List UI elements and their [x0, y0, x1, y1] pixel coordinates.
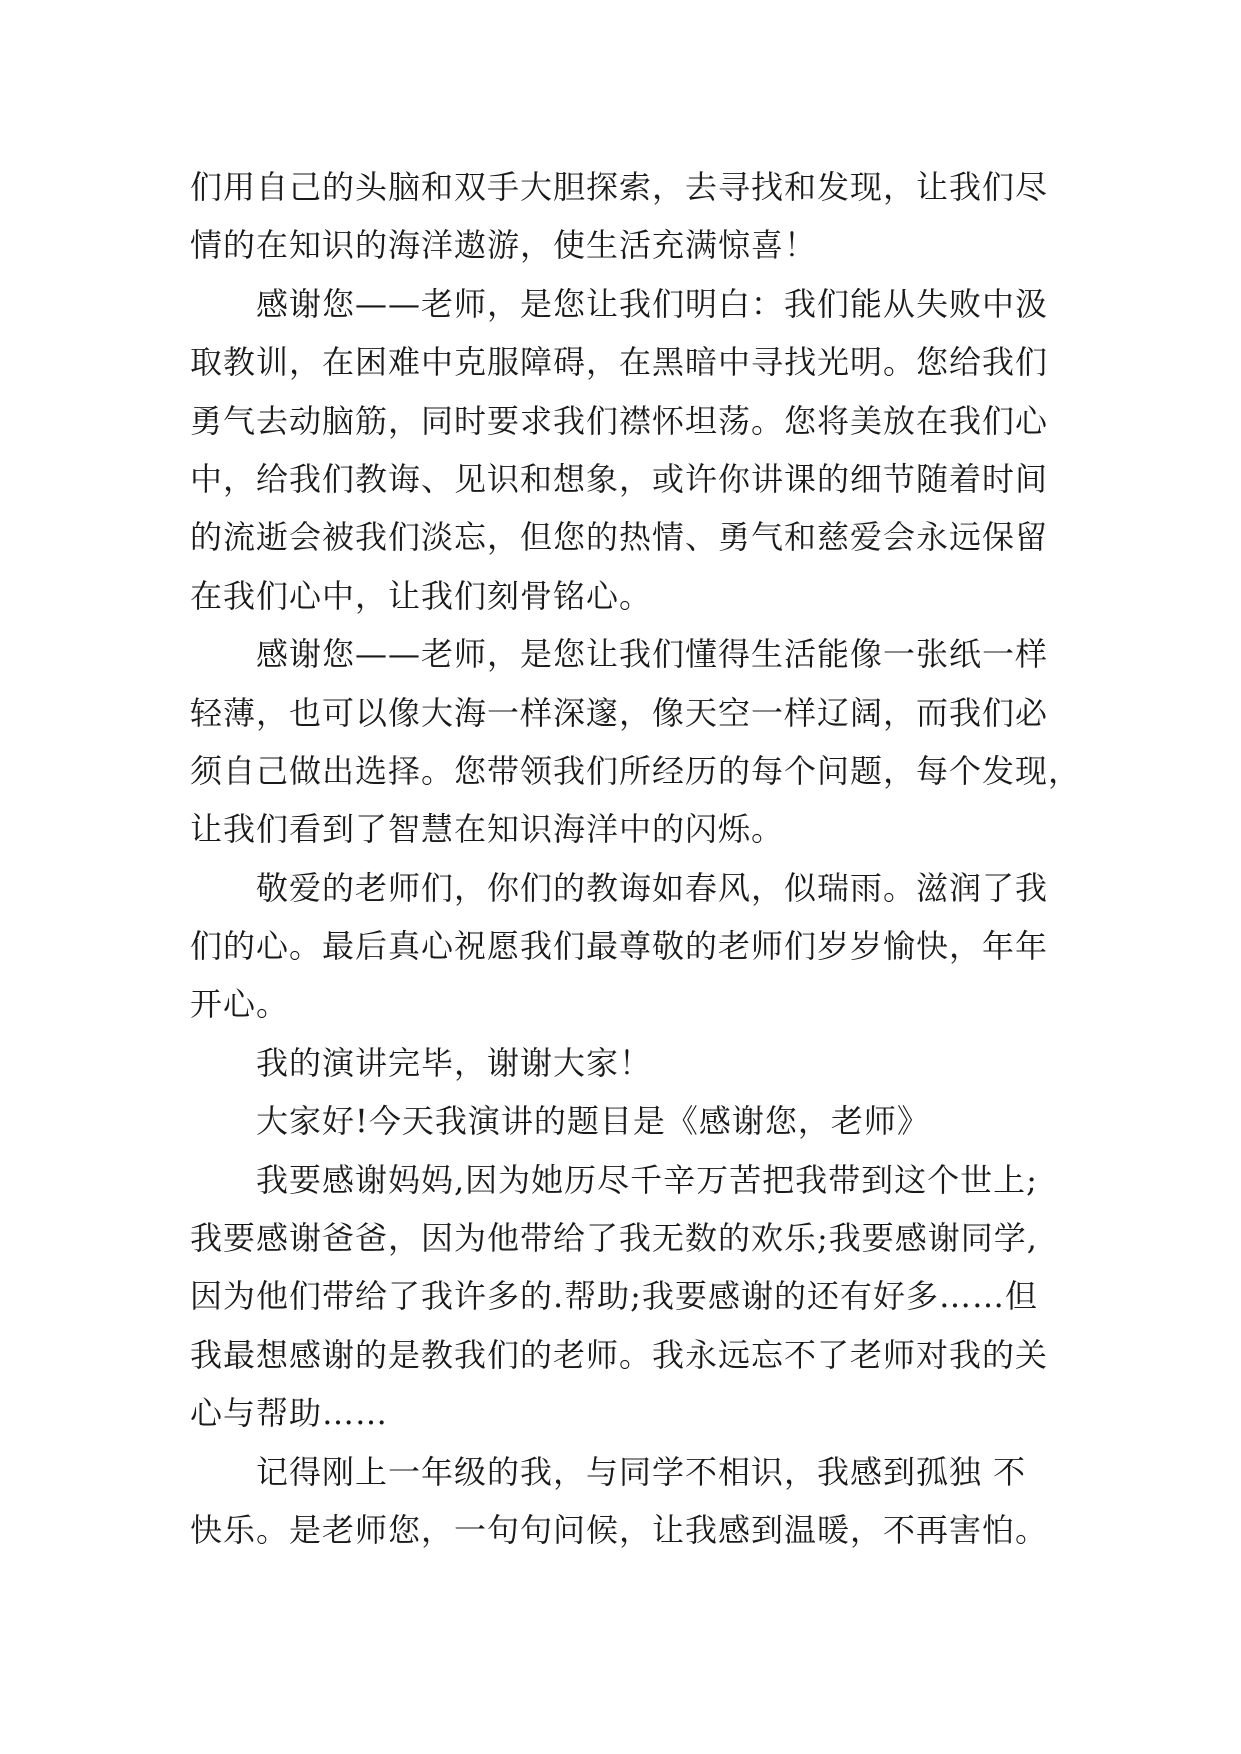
text-line: 敬爱的老师们，你们的教诲如春风，似瑞雨。滋润了我 [256, 868, 1049, 907]
text-line: 须自己做出选择。您带领我们所经历的每个问题，每个发现， [190, 751, 1082, 790]
text-line: 我最想感谢的是教我们的老师。我永远忘不了老师对我的关 [190, 1335, 1049, 1374]
text-line: 勇气去动脑筋，同时要求我们襟怀坦荡。您将美放在我们心 [190, 401, 1049, 440]
text-line: 轻薄，也可以像大海一样深邃，像天空一样辽阔，而我们必 [190, 693, 1049, 732]
text-line: 快乐。是老师您，一句句问候，让我感到温暖，不再害怕。 [190, 1510, 1049, 1549]
text-line: 的流逝会被我们淡忘，但您的热情、勇气和慈爱会永远保留 [190, 518, 1049, 557]
text-line: 我要感谢妈妈,因为她历尽千辛万苦把我带到这个世上; [256, 1160, 1038, 1199]
document-body [190, 158, 1082, 1559]
text-line: 感谢您——老师，是您让我们懂得生活能像一张纸一样 [256, 635, 1049, 674]
text-line: 因为他们带给了我许多的.帮助;我要感谢的还有好多……但 [190, 1277, 1038, 1316]
text-line: 们用自己的头脑和双手大胆探索，去寻找和发现，让我们尽 [190, 168, 1049, 206]
text-line: 让我们看到了智慧在知识海洋中的闪烁。 [190, 810, 785, 849]
text-line: 情的在知识的海洋遨游，使生活充满惊喜！ [190, 226, 818, 265]
text-line: 我的演讲完毕，谢谢大家！ [256, 1043, 653, 1082]
text-line: 记得刚上一年级的我，与同学不相识，我感到孤独 不 [256, 1452, 1027, 1491]
text-line: 感谢您——老师，是您让我们明白：我们能从失败中汲 [256, 284, 1049, 323]
text-line: 心与帮助…… [190, 1394, 389, 1433]
text-line: 取教训，在困难中克服障碍，在黑暗中寻找光明。您给我们 [190, 343, 1049, 382]
text-line: 我要感谢爸爸，因为他带给了我无数的欢乐;我要感谢同学, [190, 1219, 1038, 1258]
text-line: 在我们心中，让我们刻骨铭心。 [190, 576, 653, 615]
text-line: 开心。 [190, 985, 290, 1024]
text-line: 们的心。最后真心祝愿我们最尊敬的老师们岁岁愉快，年年 [190, 927, 1049, 966]
text-line: 大家好!今天我演讲的题目是《感谢您，老师》 [256, 1102, 930, 1141]
text-line: 中，给我们教诲、见识和想象，或许你讲课的细节随着时间 [190, 459, 1049, 498]
